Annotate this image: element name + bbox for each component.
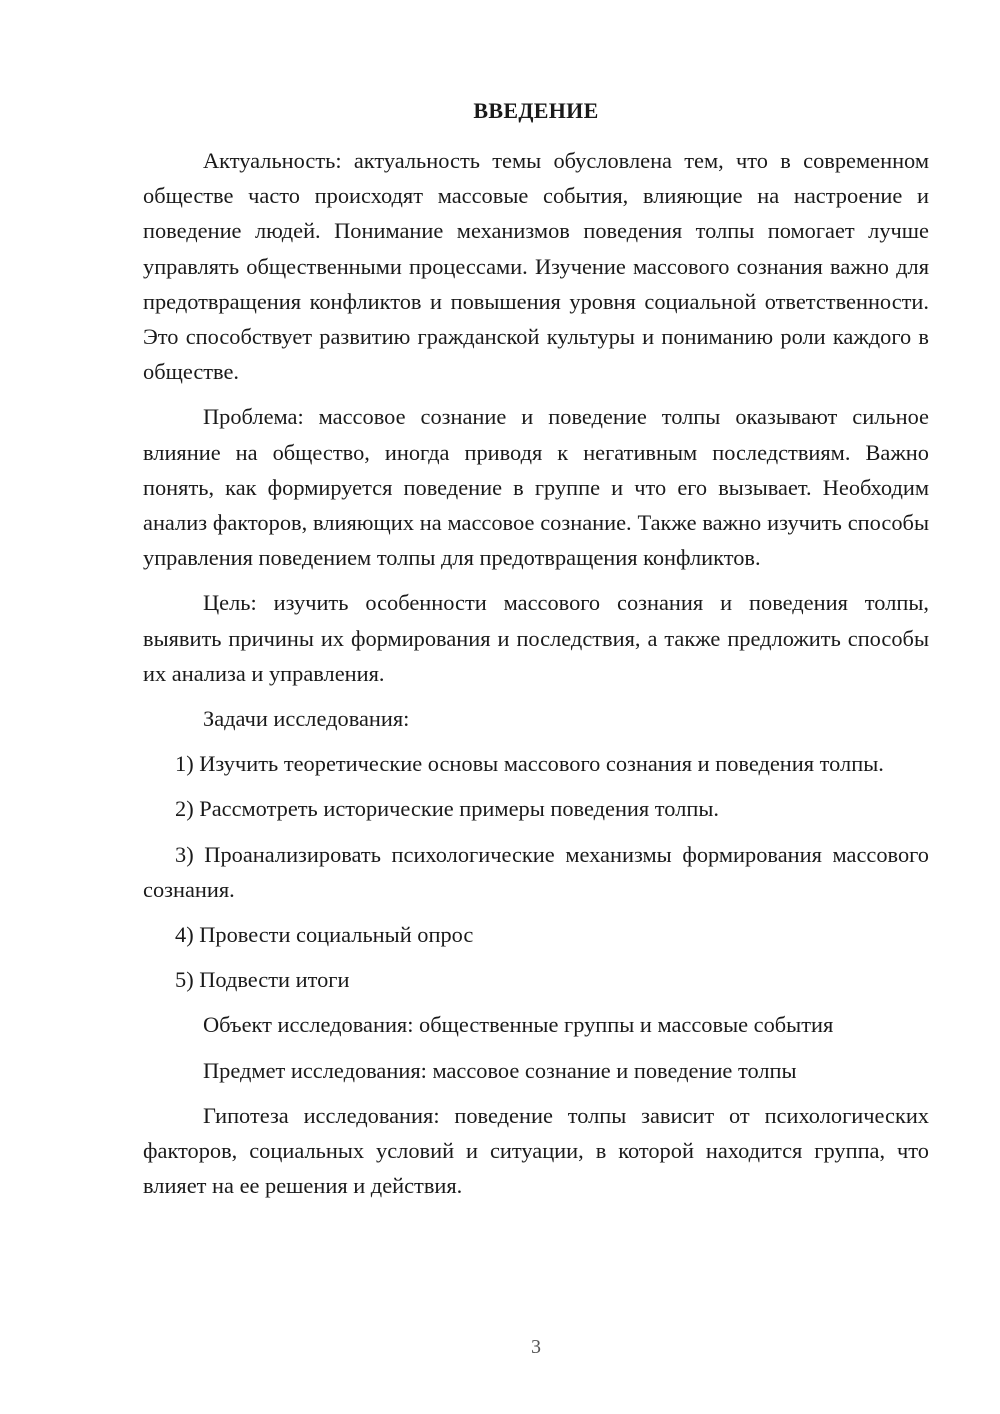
task-item-5: 5) Подвести итоги: [175, 967, 350, 993]
hypothesis-paragraph: Гипотеза исследования: поведение толпы зависит от психологических факторов, социальных условий и ситуации, в которой находится группа, что влияет на ее решения и действия.: [143, 1102, 929, 1199]
task-item-4: 4) Провести социальный опрос: [175, 922, 474, 948]
task-item-1: 1) Изучить теоретические основы массового сознания и поведения толпы.: [175, 751, 884, 777]
document-body: [143, 143, 929, 1203]
goal-paragraph: Цель: изучить особенности массового сознания и поведения толпы, выявить причины их формирования и последствия, а также предложить способы их анализа и управления.: [143, 590, 929, 686]
tasks-intro: Задачи исследования:: [203, 706, 410, 732]
object-paragraph: Объект исследования: общественные группы и массовые события: [203, 1012, 834, 1038]
page-number: 3: [531, 1336, 541, 1358]
problem-paragraph: Проблема: массовое сознание и поведение толпы оказывают сильное влияние на общество, иногда приводя к негативным последствиям. Важно понять, как формируется поведение в группе и что его вызывает. Необходим анализ факторов, влияющих на массовое сознание. Также важно изучить способы управления поведением толпы для предотвращения конфликтов.: [143, 404, 929, 571]
subject-paragraph: Предмет исследования: массовое сознание и поведение толпы: [203, 1057, 797, 1083]
relevance-paragraph: Актуальность: актуальность темы обусловлена тем, что в современном обществе часто происходят массовые события, влияющие на настроение и поведение людей. Понимание механизмов поведения толпы помогает лучше управлять общественными процессами. Изучение массового сознания важно для предотвращения конфликтов и повышения уровня социальной ответственности. Это способствует развитию гражданской культуры и пониманию роли каждого в обществе.: [143, 148, 929, 385]
task-item-3: 3) Проанализировать психологические механизмы формирования массового сознания.: [143, 841, 929, 902]
task-item-2: 2) Рассмотреть исторические примеры поведения толпы.: [175, 796, 719, 822]
section-heading: ВВЕДЕНИЕ: [473, 98, 599, 123]
